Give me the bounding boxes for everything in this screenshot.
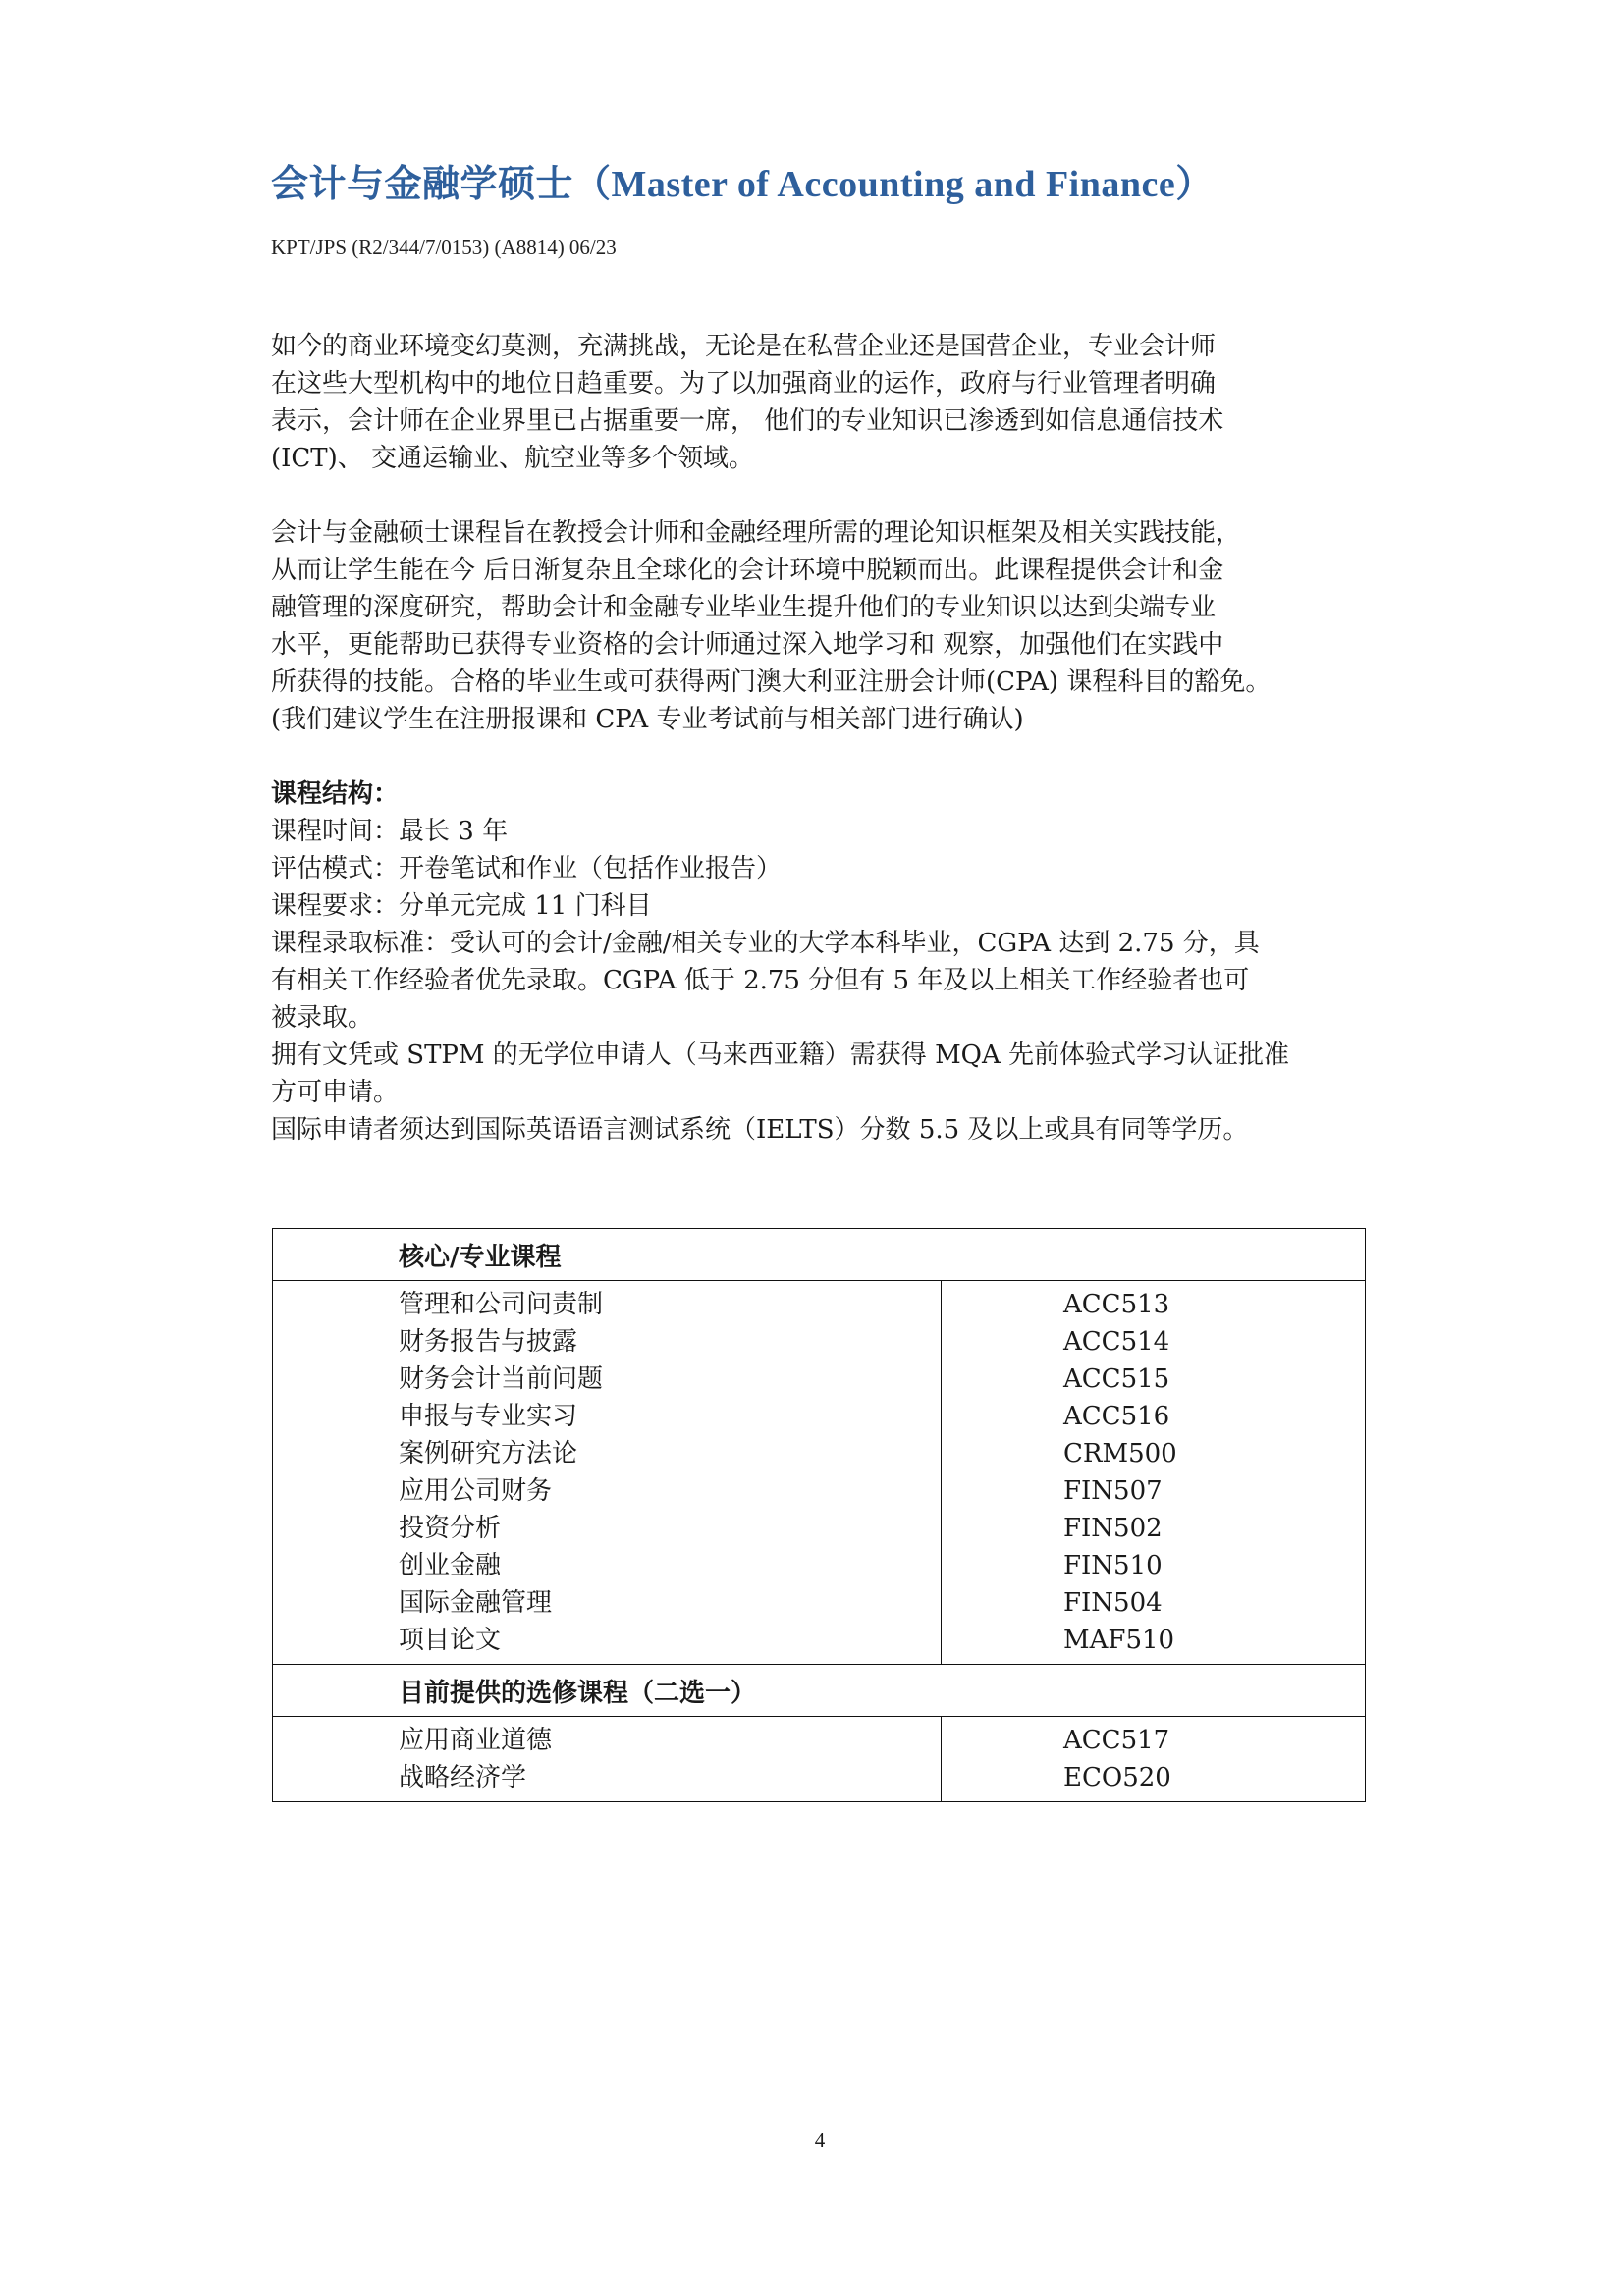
elective-courses-row xyxy=(273,1717,1366,1802)
course-code: MAF510 xyxy=(1063,1626,1175,1655)
paragraph-line: 会计与金融硕士课程旨在教授会计师和金融经理所需的理论知识框架及相关实践技能， xyxy=(271,518,1242,548)
paragraph-line: 从而让学生能在今 后日渐复杂且全球化的会计环境中脱颖而出。此课程提供会计和金 xyxy=(271,556,1224,585)
course-name: 申报与专业实习 xyxy=(399,1402,578,1431)
course-name: 案例研究方法论 xyxy=(399,1439,578,1468)
core-section-header-row xyxy=(273,1229,1366,1281)
course-name: 财务会计当前问题 xyxy=(399,1364,604,1394)
structure-line: 课程录取标准：受认可的会计/金融/相关专业的大学本科毕业，CGPA 达到 2.75 分，具 xyxy=(271,929,1260,958)
course-name: 创业金融 xyxy=(399,1551,502,1580)
page-title: 会计与金融学硕士（Master of Accounting and Finance） xyxy=(271,164,1214,205)
structure-line: 评估模式：开卷笔试和作业（包括作业报告） xyxy=(271,854,783,883)
structure-line: 课程要求：分单元完成 11 门科目 xyxy=(271,891,652,921)
paragraph-line: (我们建议学生在注册报课和 CPA 专业考试前与相关部门进行确认) xyxy=(271,705,1024,734)
paragraph-line: 表示，会计师在企业界里已占据重要一席， 他们的专业知识已渗透到如信息通信技术 xyxy=(271,406,1224,436)
elective-course-codes xyxy=(942,1717,1366,1802)
course-name: 财务报告与披露 xyxy=(399,1327,578,1357)
intro-paragraph xyxy=(271,328,1371,477)
course-name: 应用商业道德 xyxy=(399,1726,553,1755)
structure-line: 方可申请。 xyxy=(271,1078,400,1107)
page-number: 4 xyxy=(814,2128,826,2152)
core-section-title: 核心/专业课程 xyxy=(273,1229,1366,1281)
paragraph-line: 如今的商业环境变幻莫测，充满挑战，无论是在私营企业还是国营企业，专业会计师 xyxy=(271,332,1217,361)
program-description-paragraph xyxy=(271,514,1371,738)
course-structure-details xyxy=(271,813,1371,1148)
course-name: 战略经济学 xyxy=(399,1763,527,1792)
elective-section-title: 目前提供的选修课程（二选一） xyxy=(273,1665,1366,1717)
course-code: ACC516 xyxy=(1063,1402,1170,1431)
core-course-names xyxy=(273,1281,942,1665)
course-name: 国际金融管理 xyxy=(399,1588,553,1618)
course-code: FIN502 xyxy=(1063,1514,1163,1543)
course-code: ACC513 xyxy=(1063,1290,1170,1319)
course-table xyxy=(272,1228,1366,1802)
paragraph-line: 水平，更能帮助已获得专业资格的会计师通过深入地学习和 观察，加强他们在实践中 xyxy=(271,630,1224,660)
course-name: 投资分析 xyxy=(399,1514,502,1543)
course-structure-section xyxy=(271,775,1371,1148)
course-code: ACC515 xyxy=(1063,1364,1170,1394)
core-courses-row xyxy=(273,1281,1366,1665)
registration-code: KPT/JPS (R2/344/7/0153) (A8814) 06/23 xyxy=(271,236,617,259)
elective-course-names xyxy=(273,1717,942,1802)
paragraph-line: 在这些大型机构中的地位日趋重要。为了以加强商业的运作，政府与行业管理者明确 xyxy=(271,369,1217,399)
course-code: ACC517 xyxy=(1063,1726,1170,1755)
structure-line: 拥有文凭或 STPM 的无学位申请人（马来西亚籍）需获得 MQA 先前体验式学习认证批准 xyxy=(271,1041,1290,1070)
course-name: 应用公司财务 xyxy=(399,1476,553,1506)
paragraph-line: (ICT)、 交通运输业、航空业等多个领域。 xyxy=(271,444,755,473)
structure-line: 课程时间：最长 3 年 xyxy=(271,817,509,846)
elective-section-header-row xyxy=(273,1665,1366,1717)
course-name: 管理和公司问责制 xyxy=(399,1290,604,1319)
course-code: ECO520 xyxy=(1063,1763,1171,1792)
core-course-codes xyxy=(942,1281,1366,1665)
paragraph-line: 融管理的深度研究，帮助会计和金融专业毕业生提升他们的专业知识以达到尖端专业 xyxy=(271,593,1217,622)
course-name: 项目论文 xyxy=(399,1626,502,1655)
structure-line: 被录取。 xyxy=(271,1003,374,1033)
course-code: FIN507 xyxy=(1063,1476,1163,1506)
course-code: ACC514 xyxy=(1063,1327,1170,1357)
course-code: FIN504 xyxy=(1063,1588,1163,1618)
structure-line: 有相关工作经验者优先录取。CGPA 低于 2.75 分但有 5 年及以上相关工作经验者也可 xyxy=(271,966,1250,995)
paragraph-line: 所获得的技能。合格的毕业生或可获得两门澳大利亚注册会计师(CPA) 课程科目的豁免。 xyxy=(271,667,1272,697)
course-code: CRM500 xyxy=(1063,1439,1177,1468)
course-structure-heading: 课程结构： xyxy=(271,779,400,809)
course-code: FIN510 xyxy=(1063,1551,1163,1580)
structure-line: 国际申请者须达到国际英语语言测试系统（IELTS）分数 5.5 及以上或具有同等学历。 xyxy=(271,1115,1249,1145)
